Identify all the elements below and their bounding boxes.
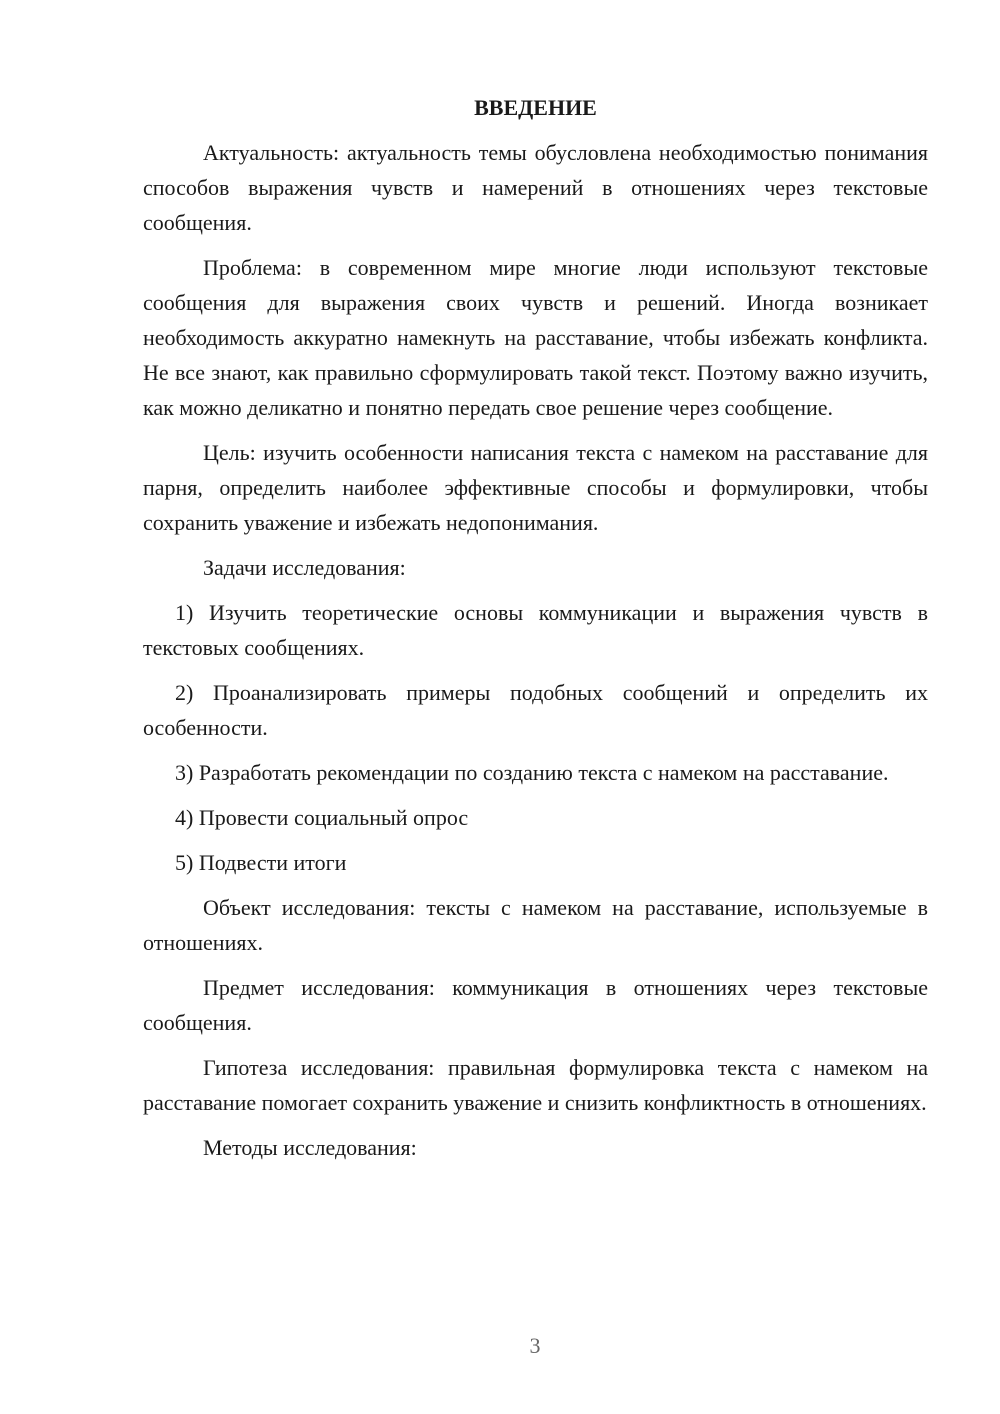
section-title: ВВЕДЕНИЕ bbox=[474, 95, 597, 120]
task-item-2: 2) Проанализировать примеры подобных сообщений и определить их особенности. bbox=[143, 680, 928, 740]
document-page bbox=[143, 90, 928, 1175]
paragraph-subject: Предмет исследования: коммуникация в отношениях через текстовые сообщения. bbox=[143, 975, 928, 1035]
paragraph-problem: Проблема: в современном мире многие люди используют текстовые сообщения для выражения своих чувств и решений. Иногда возникает необходимость аккуратно намекнуть на расставание, чтобы избежать конфликта. Не все знают, как правильно сформулировать такой текст. Поэтому важно изучить, как можно деликатно и понятно передать свое решение через сообщение. bbox=[143, 255, 928, 420]
page-number: 3 bbox=[529, 1333, 541, 1358]
task-item-3: 3) Разработать рекомендации по созданию текста с намеком на расставание. bbox=[175, 760, 889, 785]
paragraph-relevance: Актуальность: актуальность темы обусловлена необходимостью понимания способов выражения чувств и намерений в отношениях через текстовые сообщения. bbox=[143, 140, 928, 235]
task-item-1: 1) Изучить теоретические основы коммуникации и выражения чувств в текстовых сообщениях. bbox=[143, 600, 928, 660]
paragraph-goal: Цель: изучить особенности написания текста с намеком на расставание для парня, определить наиболее эффективные способы и формулировки, чтобы сохранить уважение и избежать недопонимания. bbox=[143, 440, 928, 535]
paragraph-methods: Методы исследования: bbox=[203, 1135, 417, 1160]
task-item-4: 4) Провести социальный опрос bbox=[175, 805, 469, 830]
task-item-5: 5) Подвести итоги bbox=[175, 850, 347, 875]
paragraph-object: Объект исследования: тексты с намеком на расставание, используемые в отношениях. bbox=[143, 895, 928, 955]
tasks-heading: Задачи исследования: bbox=[203, 555, 406, 580]
paragraph-hypothesis: Гипотеза исследования: правильная формулировка текста с намеком на расставание помогает сохранить уважение и снизить конфликтность в отношениях. bbox=[143, 1055, 928, 1115]
